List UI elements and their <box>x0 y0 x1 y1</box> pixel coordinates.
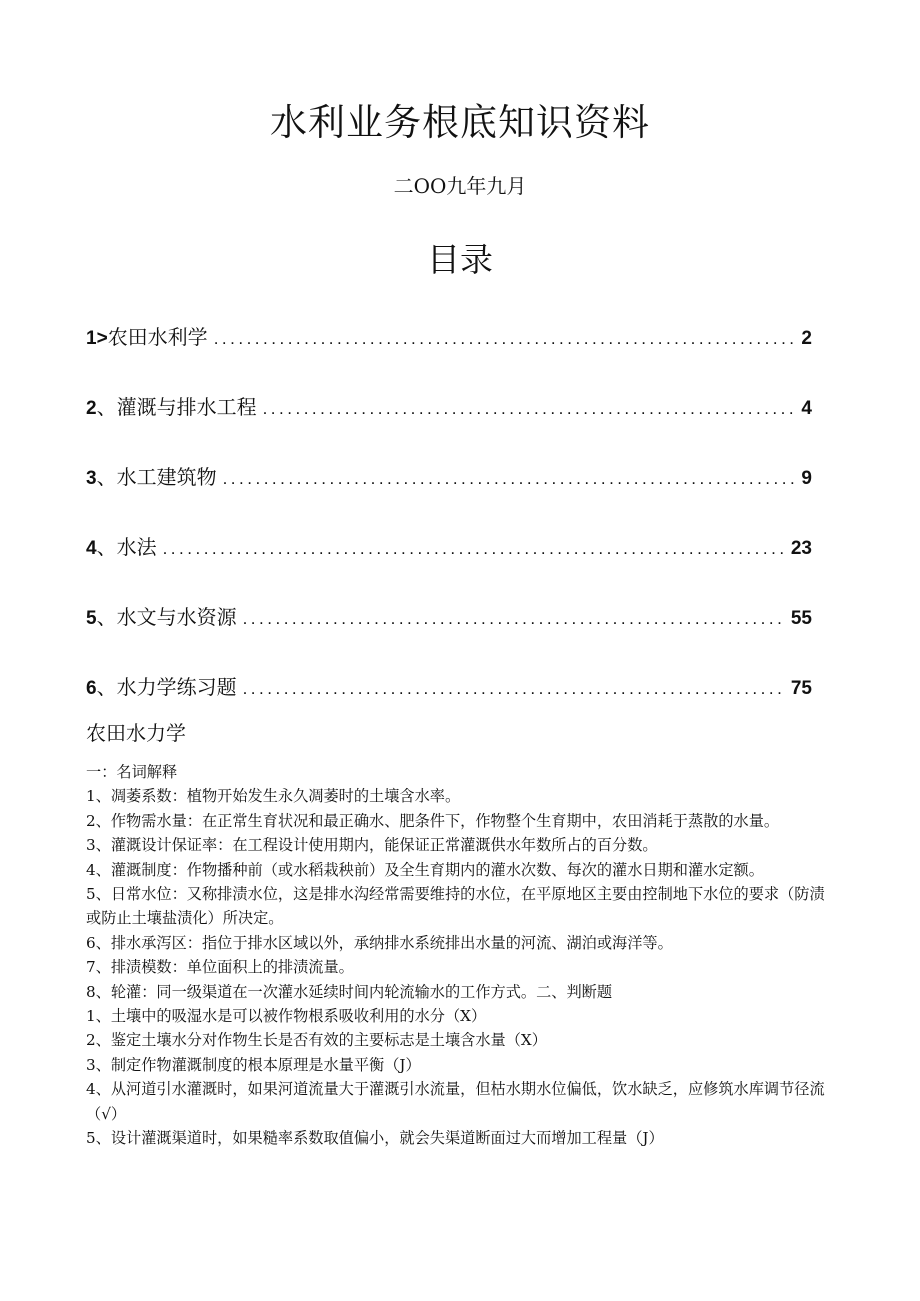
toc-entry-label: 水力学练习题 <box>116 675 237 699</box>
toc-leader-dots <box>214 322 796 356</box>
toc-entry-number: 1 <box>86 328 97 349</box>
toc-entry-separator: 、 <box>96 675 117 699</box>
toc-entry-separator: 、 <box>96 465 117 489</box>
toc-entry[interactable] <box>86 530 812 600</box>
term-definition: 2、作物需水量：在正常生育状况和最正确水、肥条件下，作物整个生育期中，农田消耗于蒸散的水量。 <box>86 811 780 830</box>
toc-entry[interactable] <box>86 390 812 460</box>
toc-entry-separator: 、 <box>96 605 117 629</box>
toc-entry-page: 9 <box>801 468 812 489</box>
term-definition: 7、排渍模数：单位面积上的排渍流量。 <box>86 958 354 977</box>
toc-leader-dots <box>243 602 785 636</box>
toc-entry-label: 农田水利学 <box>107 325 208 349</box>
toc-leader-dots <box>243 672 785 706</box>
toc-leader-dots <box>223 462 796 496</box>
document-date: 二OO九年九月 <box>393 174 527 198</box>
toc-entry-label: 水法 <box>116 535 157 559</box>
toc-entry[interactable] <box>86 600 812 670</box>
toc-entry-label: 水文与水资源 <box>116 605 237 629</box>
toc-entry[interactable] <box>86 320 812 390</box>
toc-entry-number: 3 <box>86 468 97 489</box>
toc-entry[interactable] <box>86 460 812 530</box>
toc-entry-separator: 、 <box>96 535 117 559</box>
term-definition: 3、灌溉设计保证率：在工程设计使用期内，能保证正常灌溉供水年数所占的百分数。 <box>86 836 658 855</box>
toc-entry-number: 5 <box>86 608 97 629</box>
term-definition: 8、轮灌：同一级渠道在一次灌水延续时间内轮流输水的工作方式。二、判断题 <box>86 982 613 1001</box>
term-definition: 1、凋萎系数：植物开始发生永久凋萎时的土壤含水率。 <box>86 787 461 806</box>
term-definition: 4、灌溉制度：作物播种前（或水稻栽秧前）及全生育期内的灌水次数、每次的灌水日期和灌水定额。 <box>86 860 764 879</box>
judgement-question: 3、制定作物灌溉制度的根本原理是水量平衡（J） <box>86 1055 421 1074</box>
toc-entry-label: 水工建筑物 <box>116 465 217 489</box>
toc-entry-number: 4 <box>86 538 97 559</box>
toc-entry-number: 2 <box>86 398 97 419</box>
judgement-question: 2、鉴定土壤水分对作物生长是否有效的主要标志是土壤含水量（X） <box>86 1031 547 1050</box>
toc-leader-dots <box>263 392 796 426</box>
toc-entry-label: 灌溉与排水工程 <box>116 395 257 419</box>
judgement-question: 4、从河道引水灌溉时，如果河道流量大于灌溉引水流量，但枯水期水位偏低，饮水缺乏，应修筑水库调节径流（√） <box>86 1080 825 1123</box>
table-of-contents <box>86 320 812 740</box>
toc-entry-separator: 、 <box>96 395 117 419</box>
toc-entry-page: 2 <box>801 328 812 349</box>
judgement-question: 5、设计灌溉渠道时，如果糙率系数取值偏小，就会失渠道断面过大而增加工程量（J） <box>86 1129 664 1148</box>
toc-entry-separator: > <box>96 328 108 349</box>
toc-entry-page: 75 <box>790 678 812 699</box>
term-definition: 5、日常水位：又称排渍水位，这是排水沟经常需要维持的水位，在平原地区主要由控制地下水位的要求（防渍或防止土壤盐渍化）所决定。 <box>86 885 825 928</box>
toc-entry-page: 4 <box>801 398 812 419</box>
toc-entry-page: 23 <box>790 538 812 559</box>
section-heading: 农田水力学 <box>86 721 186 745</box>
judgement-question: 1、土壤中的吸湿水是可以被作物根系吸收利用的水分（X） <box>86 1007 487 1026</box>
document-title: 水利业务根底知识资料 <box>270 101 650 144</box>
toc-entry-number: 6 <box>86 678 97 699</box>
toc-leader-dots <box>163 532 785 566</box>
toc-entry[interactable] <box>86 670 812 740</box>
toc-title: 目录 <box>427 240 493 279</box>
toc-entry-page: 55 <box>790 608 812 629</box>
section-subheading: 一：名词解释 <box>86 763 178 781</box>
section-body <box>86 760 831 1151</box>
term-definition: 6、排水承泻区：指位于排水区域以外，承纳排水系统排出水量的河流、湖泊或海洋等。 <box>86 933 673 952</box>
